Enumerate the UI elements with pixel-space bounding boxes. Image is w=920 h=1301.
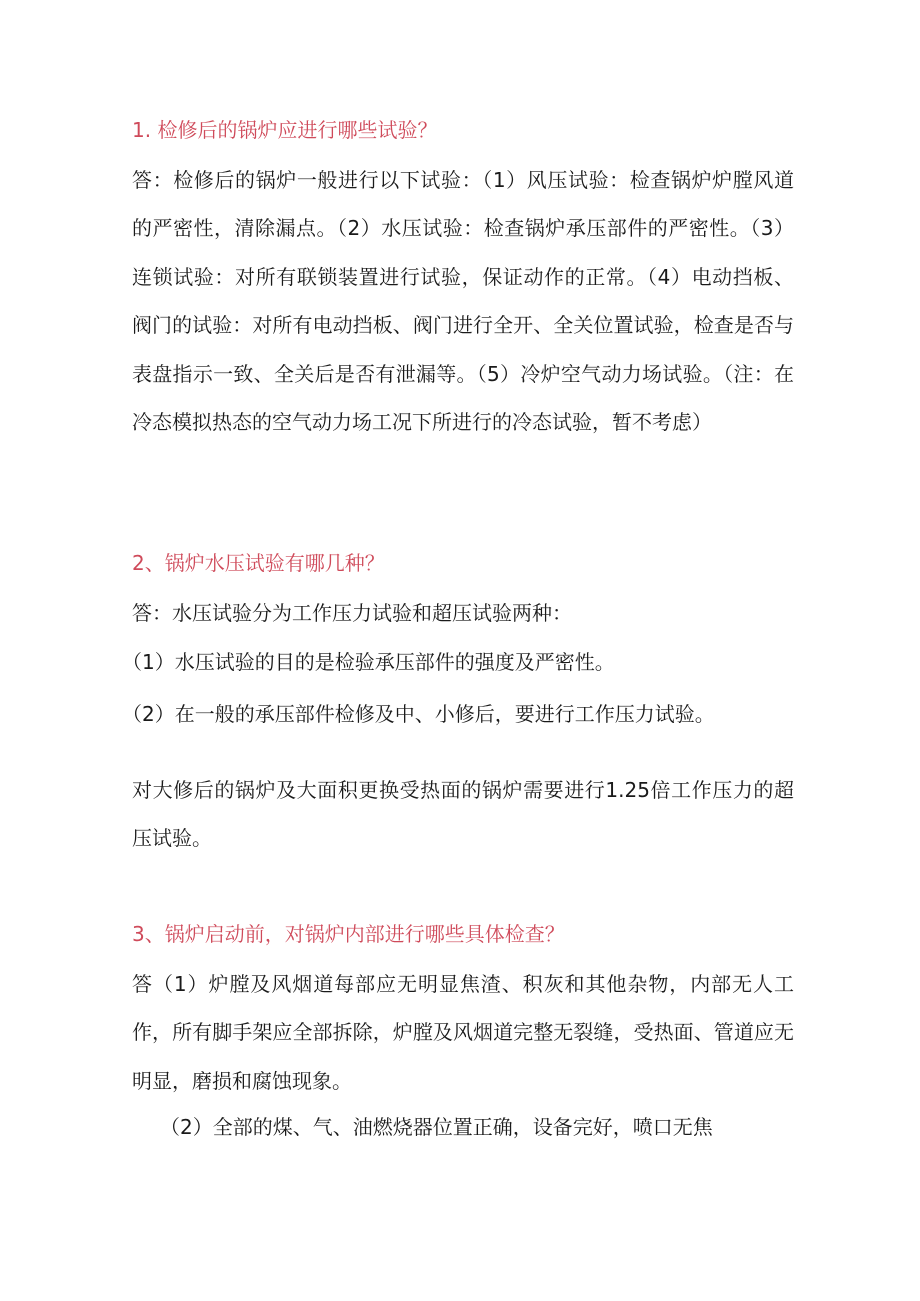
answer-2-note: 对大修后的锅炉及大面积更换受热面的锅炉需要进行1.25倍工作压力的超压试验。 [132,778,794,851]
answer-2-item-2: （2）在一般的承压部件检修及中、小修后，要进行工作压力试验。 [122,702,715,726]
answer-1-paragraph: 答：检修后的锅炉一般进行以下试验：（1）风压试验：检查锅炉炉膛风道的严密性，清除漏点。（2）水压试验：检查锅炉承压部件的严密性。（3）连锁试验：对所有联锁装置进行试验，保证动作的正常。（4）电动挡板、阀门的试验：对所有电动挡板、阀门进行全开、全关位置试验，检查是否与表盘指示一致、全关后是否有泄漏等。（5）冷炉空气动力场试验。（注：在冷态模拟热态的空气动力场工况下所进行的冷态试验，暂不考虑） [132,168,794,435]
question-1-heading: 1. 检修后的锅炉应进行哪些试验？ [132,118,438,142]
answer-2-intro: 答：水压试验分为工作压力试验和超压试验两种： [132,601,572,625]
answer-3-paragraph: 答（1）炉膛及风烟道每部应无明显焦渣、积灰和其他杂物，内部无人工作，所有脚手架应全部拆除，炉膛及风烟道完整无裂缝，受热面、管道应无明显，磨损和腐蚀现象。 [132,972,794,1093]
question-2-heading: 2、锅炉水压试验有哪几种？ [132,551,385,575]
question-3-heading: 3、锅炉启动前，对锅炉内部进行哪些具体检查？ [132,922,565,946]
answer-2-item-1: （1）水压试验的目的是检验承压部件的强度及严密性。 [122,650,615,674]
answer-3-item-2: （2）全部的煤、气、油燃烧器位置正确，设备完好，喷口无焦 [160,1115,713,1139]
